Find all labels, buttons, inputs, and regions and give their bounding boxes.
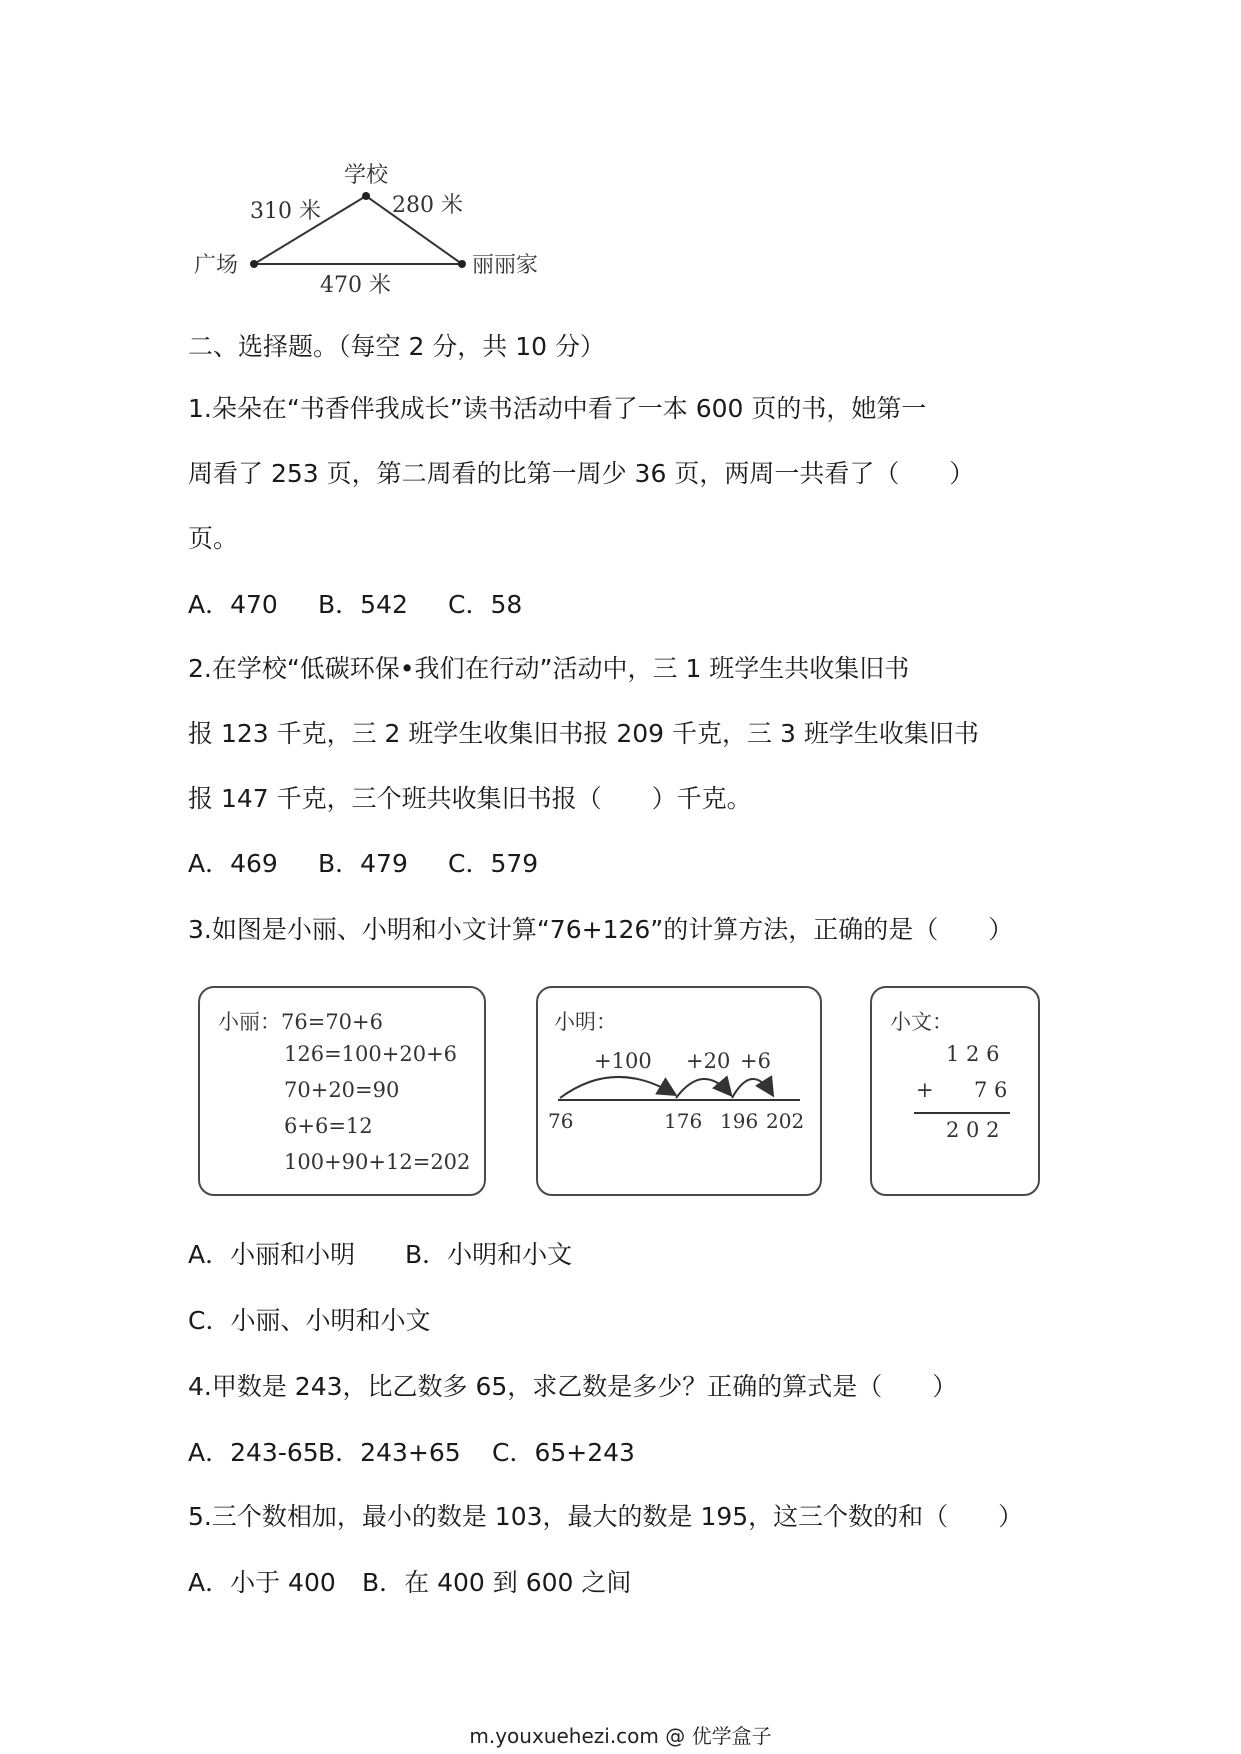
number-line bbox=[538, 988, 820, 1194]
jump-arc-20 bbox=[676, 1079, 730, 1098]
tick-label-176: 176 bbox=[664, 1109, 703, 1133]
q1-option-c[interactable]: C．58 bbox=[448, 590, 523, 619]
q2-option-c[interactable]: C．579 bbox=[448, 849, 539, 878]
q2-line-2: 报 123 千克，三 2 班学生收集旧书报 209 千克，三 3 班学生收集旧书 bbox=[188, 719, 979, 748]
jump-label-6: +6 bbox=[740, 1049, 771, 1073]
q1-line-1: 1.朵朵在“书香伴我成长”读书活动中看了一本 600 页的书，她第一 bbox=[188, 394, 927, 423]
home-label: 丽丽家 bbox=[472, 253, 539, 278]
q2-line-1: 2.在学校“低碳环保•我们在行动”活动中，三 1 班学生共收集旧书 bbox=[188, 654, 910, 683]
q3-option-a[interactable]: A．小丽和小明 bbox=[188, 1240, 356, 1269]
q3-option-c[interactable]: C．小丽、小明和小文 bbox=[188, 1306, 431, 1335]
q1-option-a[interactable]: A．470 bbox=[188, 590, 278, 619]
xiaoming-label: 小明： bbox=[554, 1010, 617, 1034]
xiaowen-plus: + bbox=[916, 1078, 934, 1102]
section-title: 二、选择题。（每空 2 分，共 10 分） bbox=[188, 332, 606, 361]
q2-option-b[interactable]: B．479 bbox=[318, 849, 408, 878]
xiaoli-step-3: 6+6=12 bbox=[284, 1114, 373, 1138]
q2-option-a[interactable]: A．469 bbox=[188, 849, 278, 878]
q4-option-c[interactable]: C．65+243 bbox=[492, 1438, 635, 1467]
q4-option-b[interactable]: B．243+65 bbox=[318, 1438, 461, 1467]
jump-label-20: +20 bbox=[686, 1049, 731, 1073]
xiaoli-label: 小丽：76=70+6 bbox=[218, 1010, 383, 1034]
q1-line-3: 页。 bbox=[188, 524, 239, 553]
xiaowen-box bbox=[870, 986, 1040, 1196]
q3-line: 3.如图是小丽、小明和小文计算“76+126”的计算方法，正确的是（ ） bbox=[188, 915, 1014, 944]
xiaowen-top: 1 2 6 bbox=[946, 1042, 1000, 1066]
school-label: 学校 bbox=[344, 163, 389, 188]
footer-link[interactable]: m.youxuehezi.com @ 优学盒子 bbox=[469, 1724, 772, 1748]
square-point bbox=[250, 260, 258, 268]
xiaowen-sum-line bbox=[914, 1112, 1010, 1114]
xiaoli-step-2: 70+20=90 bbox=[284, 1078, 400, 1102]
q3-option-b[interactable]: B．小明和小文 bbox=[405, 1240, 573, 1269]
jump-arc-6 bbox=[732, 1079, 772, 1098]
jump-arc-100 bbox=[560, 1077, 674, 1098]
school-point bbox=[362, 192, 370, 200]
xiaoming-box bbox=[536, 986, 822, 1196]
triangle-diagram bbox=[180, 150, 560, 300]
q5-option-a[interactable]: A．小于 400 bbox=[188, 1568, 336, 1597]
q1-option-b[interactable]: B．542 bbox=[318, 590, 408, 619]
q1-line-2: 周看了 253 页，第二周看的比第一周少 36 页，两周一共看了（ ） bbox=[188, 459, 975, 488]
tick-label-202: 202 bbox=[766, 1109, 805, 1133]
q4-line: 4.甲数是 243，比乙数多 65，求乙数是多少？正确的算式是（ ） bbox=[188, 1372, 958, 1401]
xiaowen-result: 2 0 2 bbox=[946, 1118, 1000, 1142]
q2-line-3: 报 147 千克，三个班共收集旧书报（ ）千克。 bbox=[188, 784, 752, 813]
distance-2: 280 米 bbox=[392, 193, 463, 218]
q4-option-a[interactable]: A．243-65 bbox=[188, 1438, 319, 1467]
xiaoli-step-1: 126=100+20+6 bbox=[284, 1042, 458, 1066]
distance-3: 470 米 bbox=[320, 273, 391, 298]
xiaoli-step-4: 100+90+12=202 bbox=[284, 1150, 471, 1174]
xiaoli-box bbox=[198, 986, 486, 1196]
q5-line: 5.三个数相加，最小的数是 103，最大的数是 195，这三个数的和（ ） bbox=[188, 1502, 1024, 1531]
jump-label-100: +100 bbox=[594, 1049, 652, 1073]
xiaowen-second: 7 6 bbox=[974, 1078, 1008, 1102]
square-label: 广场 bbox=[194, 253, 239, 278]
distance-1: 310 米 bbox=[250, 199, 321, 224]
q5-option-b[interactable]: B．在 400 到 600 之间 bbox=[362, 1568, 632, 1597]
xiaowen-label: 小文： bbox=[890, 1010, 953, 1034]
tick-label-196: 196 bbox=[720, 1109, 759, 1133]
home-point bbox=[458, 260, 466, 268]
tick-label-76: 76 bbox=[548, 1109, 574, 1133]
